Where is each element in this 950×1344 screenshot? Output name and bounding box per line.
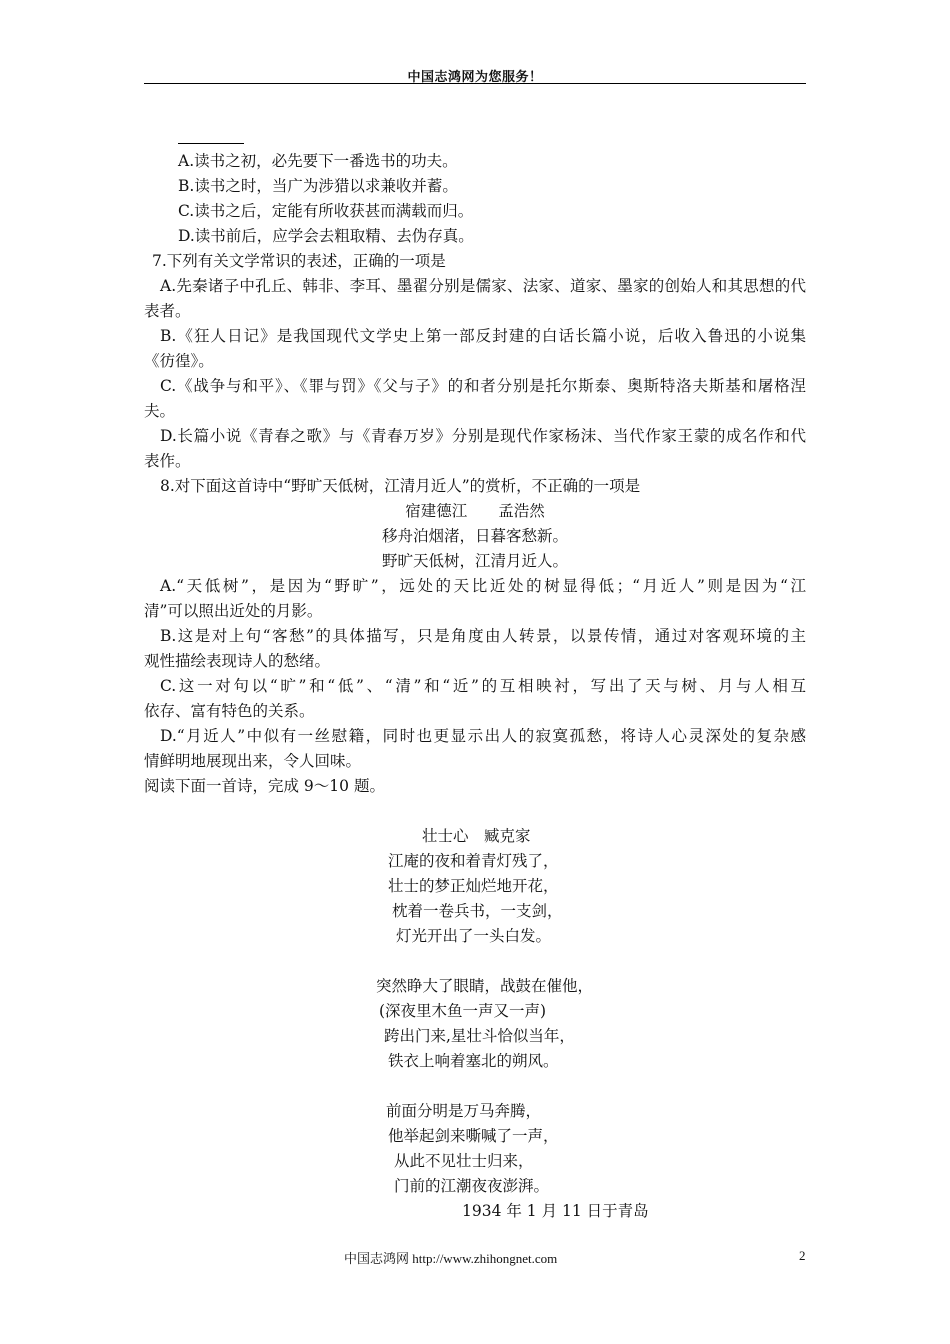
poem-line: (深夜里木鱼一声又一声) — [379, 1002, 547, 1020]
q8-poem-title: 宿建德江 孟浩然 — [405, 502, 545, 520]
q6-option-a: A.读书之初，必先要下一番选书的功夫。 — [178, 152, 458, 170]
poem-title: 壮士心 臧克家 — [422, 827, 531, 845]
q8-poem-line: 野旷天低树，江清月近人。 — [381, 552, 568, 570]
q7-option-a: A.先秦诸子中孔丘、韩非、李耳、墨翟分别是儒家、法家、道家、墨家的创始人和其思想的代 — [160, 277, 806, 295]
poem-line: 从此不见壮士归来， — [394, 1152, 534, 1170]
reading-intro: 阅读下面一首诗，完成 9～10 题。 — [144, 777, 385, 795]
q7-option-b: B.《狂人日记》是我国现代文学史上第一部反封建的白话长篇小说，后收入鲁迅的小说集 — [160, 327, 806, 345]
q8-option-b-cont: 观性描绘表现诗人的愁绪。 — [144, 652, 331, 670]
poem-line: 门前的江潮夜夜澎湃。 — [394, 1177, 550, 1195]
poem-line: 壮士的梦正灿烂地开花， — [388, 877, 559, 895]
poem-line: 前面分明是万马奔腾， — [386, 1102, 542, 1120]
page-header: 中国志鸿网为您服务！ — [407, 70, 543, 85]
q8-option-c: C.这一对句以“旷”和“低”、“清”和“近”的互相映衬，写出了天与树、月与人相互 — [160, 677, 806, 695]
q8-option-d: D.“月近人”中似有一丝慰籍，同时也更显示出人的寂寞孤愁，将诗人心灵深处的复杂感 — [160, 727, 806, 745]
q7-option-c-cont: 夫。 — [144, 402, 176, 420]
footer-site: 中国志鸿网 http://www.zhihongnet.com — [344, 1251, 558, 1266]
q6-option-b: B.读书之时，当广为涉猎以求兼收并蓄。 — [178, 177, 458, 195]
poem-line: 枕着一卷兵书，一支剑， — [392, 902, 563, 920]
q8-stem: 8.对下面这首诗中“野旷天低树，江清月近人”的赏析，不正确的一项是 — [160, 477, 641, 495]
q8-option-c-cont: 依存、富有特色的关系。 — [144, 702, 315, 720]
q8-option-a-cont: 清”可以照出近处的月影。 — [144, 602, 323, 620]
q6-option-c: C.读书之后，定能有所收获甚而满载而归。 — [178, 202, 474, 220]
poem-line: 跨出门来,星壮斗恰似当年， — [384, 1027, 575, 1045]
q7-option-c: C.《战争与和平》、《罪与罚》《父与子》的和者分别是托尔斯泰、奥斯特洛夫斯基和屠格涅 — [160, 377, 806, 395]
q7-option-b-cont: 《彷徨》。 — [144, 352, 214, 370]
poem-line: 江庵的夜和着青灯残了， — [388, 852, 559, 870]
q7-stem: 7.下列有关文学常识的表述，正确的一项是 — [152, 252, 446, 270]
poem-line: 铁衣上响着塞北的朔风。 — [388, 1052, 559, 1070]
answer-blank — [178, 143, 244, 144]
poem-line: 突然睁大了眼睛，战鼓在催他， — [376, 977, 594, 995]
header-rule — [144, 83, 806, 84]
q8-option-b: B.这是对上句“客愁”的具体描写，只是角度由人转景，以景传情，通过对客观环境的主 — [160, 627, 806, 645]
q8-option-d-cont: 情鲜明地展现出来，令人回味。 — [144, 752, 362, 770]
poem-line: 他举起剑来嘶喊了一声， — [388, 1127, 559, 1145]
q7-option-d-cont: 表作。 — [144, 452, 191, 470]
page-number: 2 — [799, 1248, 806, 1263]
q8-poem-line: 移舟泊烟渚，日暮客愁新。 — [381, 527, 568, 545]
q7-option-d: D.长篇小说《青春之歌》与《青春万岁》分别是现代作家杨沫、当代作家王蒙的成名作和代 — [160, 427, 806, 445]
q7-option-a-cont: 表者。 — [144, 302, 191, 320]
q8-option-a: A.“天低树”，是因为“野旷”，远处的天比近处的树显得低；“月近人”则是因为“江 — [160, 577, 806, 595]
q6-option-d: D.读书前后，应学会去粗取精、去伪存真。 — [178, 227, 474, 245]
poem-line: 灯光开出了一头白发。 — [396, 927, 552, 945]
poem-date: 1934 年 1 月 11 日于青岛 — [462, 1202, 649, 1220]
